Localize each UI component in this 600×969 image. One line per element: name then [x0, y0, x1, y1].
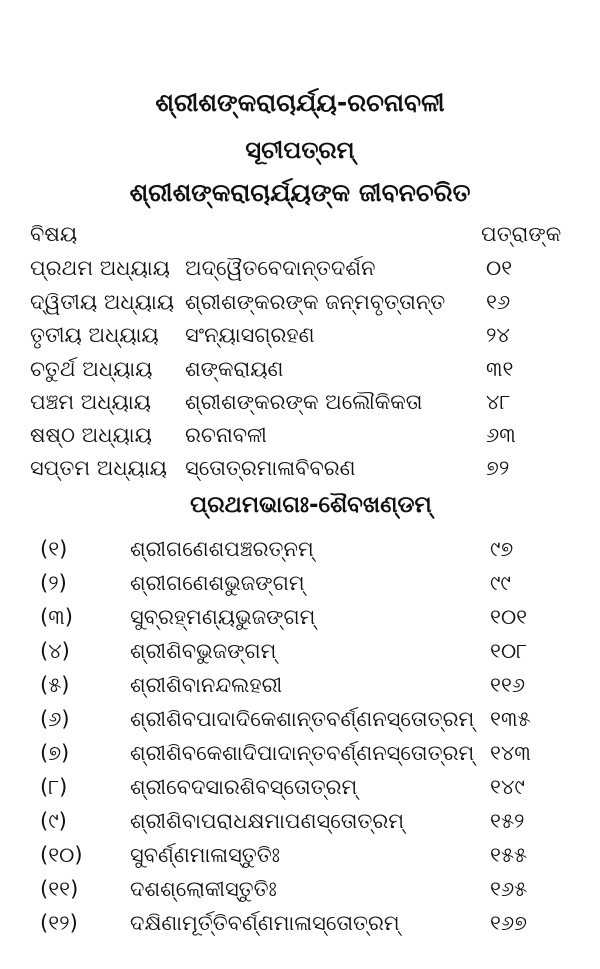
stotra-row: [0, 877, 600, 913]
stotra-index: (୮): [40, 775, 68, 799]
stotra-row: [0, 809, 600, 845]
stotra-title: ଦଶଶ୍ଲୋକୀସ୍ତୁତିଃ: [130, 877, 277, 901]
chapter-page: ୬୩: [486, 423, 516, 447]
stotra-index: (୧): [40, 537, 68, 561]
chapter-row: [0, 357, 600, 393]
stotra-title: ଶ୍ରୀଶିବାନନ୍ଦଲହରୀ: [130, 673, 283, 697]
stotra-page: ୧୫୨: [490, 809, 525, 833]
page-column-header: ପତ୍ରାଙ୍କ: [481, 222, 562, 246]
stotra-title: ଶ୍ରୀଶିବକେଶାଦିପାଦାନ୍ତବର୍ଣ୍ଣନସ୍ତୋତ୍ରମ୍: [130, 741, 475, 765]
stotra-row: [0, 911, 600, 947]
stotra-page: ୧୫୫: [490, 843, 528, 867]
chapter-number: ଦ୍ୱିତୀୟ ଅଧ୍ୟାୟ: [30, 290, 175, 314]
stotra-page: ୧୦୮: [490, 639, 528, 663]
stotra-row: [0, 605, 600, 641]
stotra-title: ଶ୍ରୀଶିବାପରାଧକ୍ଷମାପଣସ୍ତୋତ୍ରମ୍: [130, 809, 405, 833]
stotra-page: ୯୯: [490, 571, 511, 595]
stotra-row: [0, 639, 600, 675]
chapter-title: ଅଦ୍ୱୈତବେଦାନ୍ତଦର୍ଶନ: [185, 256, 376, 280]
part-title: ଶ୍ରୀଶଙ୍କରାଚାର୍ଯ୍ୟଙ୍କ ଜୀବନଚରିତ: [129, 178, 471, 207]
subject-column-header: ବିଷୟ: [30, 222, 78, 246]
chapter-number: ତୃତୀୟ ଅଧ୍ୟାୟ: [30, 323, 159, 347]
stotra-page: ୯୭: [490, 537, 514, 561]
chapter-page: ୪୮: [486, 390, 511, 414]
chapter-title: ଶ୍ରୀଶଙ୍କରଙ୍କ ଜନ୍ମବୃତ୍ତାନ୍ତ: [185, 290, 446, 314]
chapter-row: [0, 256, 600, 292]
stotra-index: (୫): [40, 673, 70, 697]
stotra-page: ୧୬୫: [490, 877, 528, 901]
section-title: ପ୍ରଥମଭାଗଃ-ଶୈବଖଣ୍ଡମ୍: [190, 492, 432, 518]
stotra-title: ଶ୍ରୀଶିବପାଦାଦିକେଶାନ୍ତବର୍ଣ୍ଣନସ୍ତୋତ୍ରମ୍: [130, 707, 475, 731]
stotra-row: [0, 775, 600, 811]
stotra-row: [0, 571, 600, 607]
stotra-page: ୧୪୯: [490, 775, 525, 799]
stotra-title: ଶ୍ରୀଗଣେଶଭୁଜଙ୍ଗମ୍: [130, 571, 305, 595]
stotra-title: ଶ୍ରୀଶିବଭୁଜଙ୍ଗମ୍: [130, 639, 277, 663]
stotra-title: ଶ୍ରୀଗଣେଶପଞ୍ଚରତ୍ନମ୍: [130, 537, 314, 561]
chapter-title: ରଚନାବଳୀ: [185, 423, 267, 447]
stotra-index: (୧୦): [40, 843, 83, 867]
chapter-title: ଶଙ୍କରାୟଣ: [185, 357, 284, 381]
stotra-row: [0, 741, 600, 777]
stotra-page: ୧୧୬: [490, 673, 526, 697]
stotra-title: ଦକ୍ଷିଣାମୂର୍ତ୍ତିବର୍ଣ୍ଣମାଳାସ୍ତୋତ୍ରମ୍: [130, 911, 400, 935]
chapter-row: [0, 456, 600, 492]
chapter-page: ୭୨: [486, 456, 510, 480]
chapter-number: ପ୍ରଥମ ଅଧ୍ୟାୟ: [30, 256, 170, 280]
chapter-page: ୩୧: [486, 357, 514, 381]
chapter-number: ସପ୍ତମ ଅଧ୍ୟାୟ: [30, 456, 167, 480]
chapter-page: ୨୪: [486, 323, 510, 347]
stotra-row: [0, 537, 600, 573]
toc-heading: ସୂଚୀପତ୍ରମ୍: [245, 136, 355, 164]
stotra-index: (୪): [40, 639, 70, 663]
chapter-page: ୧୬: [486, 290, 511, 314]
stotra-index: (୭): [40, 741, 70, 765]
chapter-number: ଚତୁର୍ଥ ଅଧ୍ୟାୟ: [30, 357, 153, 381]
stotra-row: [0, 707, 600, 743]
stotra-index: (୬): [40, 707, 70, 731]
chapter-title: ଶ୍ରୀଶଙ୍କରଙ୍କ ଅଲୌକିକତା: [185, 390, 423, 414]
stotra-index: (୧୨): [40, 911, 78, 935]
stotra-title: ଶ୍ରୀବେଦସାରଶିବସ୍ତୋତ୍ରମ୍: [130, 775, 358, 799]
stotra-page: ୧୪୩: [490, 741, 531, 765]
stotra-index: (୨): [40, 571, 67, 595]
chapter-title: ସଂନ୍ୟାସଗ୍ରହଣ: [185, 323, 315, 347]
chapter-title: ସ୍ତୋତ୍ରମାଳାବିବରଣ: [185, 456, 356, 480]
chapter-number: ପଞ୍ଚମ ଅଧ୍ୟାୟ: [30, 390, 151, 414]
stotra-title: ସୁବ୍ରହ୍ମଣ୍ୟଭୁଜଙ୍ଗମ୍: [130, 605, 316, 629]
stotra-page: ୧୦୧: [490, 605, 528, 629]
stotra-index: (୯): [40, 809, 67, 833]
stotra-index: (୩): [40, 605, 73, 629]
stotra-page: ୧୩୫: [490, 707, 531, 731]
stotra-row: [0, 843, 600, 879]
book-title: ଶ୍ରୀଶଙ୍କରାଚାର୍ଯ୍ୟ-ରଚନାବଳୀ: [155, 88, 445, 117]
chapter-row: [0, 290, 600, 326]
chapter-row: [0, 323, 600, 359]
chapter-page: ୦୧: [486, 256, 513, 280]
stotra-title: ସୁବର୍ଣ୍ଣମାଳାସ୍ତୁତିଃ: [130, 843, 280, 867]
stotra-index: (୧୧): [40, 877, 79, 901]
stotra-page: ୧୬୭: [490, 911, 527, 935]
stotra-row: [0, 673, 600, 709]
chapter-row: [0, 423, 600, 459]
chapter-row: [0, 390, 600, 426]
chapter-number: ଷଷ୍ଠ ଅଧ୍ୟାୟ: [30, 423, 152, 447]
